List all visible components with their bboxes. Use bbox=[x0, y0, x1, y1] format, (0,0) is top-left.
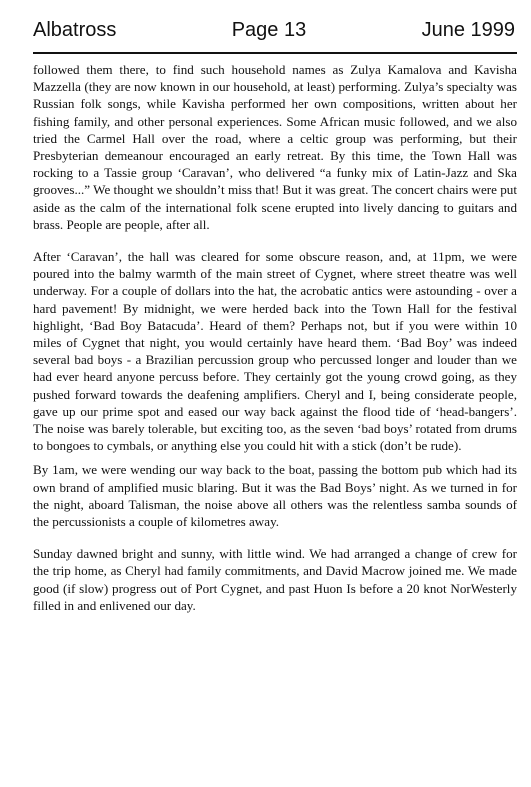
article-body bbox=[33, 61, 517, 614]
article-paragraph-4: Sunday dawned bright and sunny, with little wind. We had arranged a change of crew for the trip home, as Cheryl had family commitments, and David Macrow joined me. We made good (if slow) progress out of Port Cygnet, and past Huon Is before a 20 knot NorWesterly filled in and enlivened our day. bbox=[33, 546, 517, 613]
publication-title: Albatross bbox=[33, 19, 117, 41]
page-number: Page 13 bbox=[231, 19, 307, 41]
page-header bbox=[33, 18, 517, 44]
article-paragraph-1: followed them there, to find such household names as Zulya Kamalova and Kavisha Mazzella (they are now known in our household, at least) performing. Zulya’s specialty was Russian folk songs, while Kavisha performed her own compositions, written about her fishing family, and other personal experiences. Some African music followed, and we also tried the Carmel Hall over the road, where a celtic group was performing, but their Presbyterian demeanour encouraged an early retreat. By this time, the Town Hall was rocking to a Tassie group ‘Caravan’, who delivered “a funky mix of Latin-Jazz and Ska grooves...” We thought we shouldn’t miss that! But it was great. The concert chairs were put aside as the calm of the international folk scene erupted into lively dancing to guitars and brass. People are people, after all. bbox=[33, 62, 517, 232]
article-paragraph-3: By 1am, we were wending our way back to the boat, passing the bottom pub which had its own brand of amplified music blaring. But it was the Bad Boys’ night. As we turned in for the night, aboard Talisman, the noise above all others was the relentless samba sounds of the percussionists a couple of kilometres away. bbox=[33, 462, 517, 530]
issue-date: June 1999 bbox=[421, 19, 515, 41]
header-divider bbox=[33, 52, 517, 54]
article-paragraph-2: After ‘Caravan’, the hall was cleared for some obscure reason, and, at 11pm, we were poured into the balmy warmth of the main street of Cygnet, where street theatre was well underway. For a couple of dollars into the hat, the acrobatic antics were astounding - over a hard pavement! By midnight, we were herded back into the Town Hall for the festival highlight, ‘Bad Boy Batacuda’. Heard of them? Perhaps not, but if you were within 10 miles of Cygnet that night, you would certainly have heard them. ‘Bad Boy’ was indeed several bad boys - a Brazilian percussion group who percussed longer and louder than we had ever heard anyone percuss before. They certainly got the young crowd going, as they pushed forward towards the deafening amplifiers. Cheryl and I, being considerate people, gave up our prime spot and eased our way back against the flood tide of ‘head-bangers’. The noise was barely tolerable, but exciting too, as the seven ‘bad boys’ rotated from drums to bongoes to cymbals, or anything else you could hit with a stick (don’t be rude). bbox=[33, 249, 517, 454]
